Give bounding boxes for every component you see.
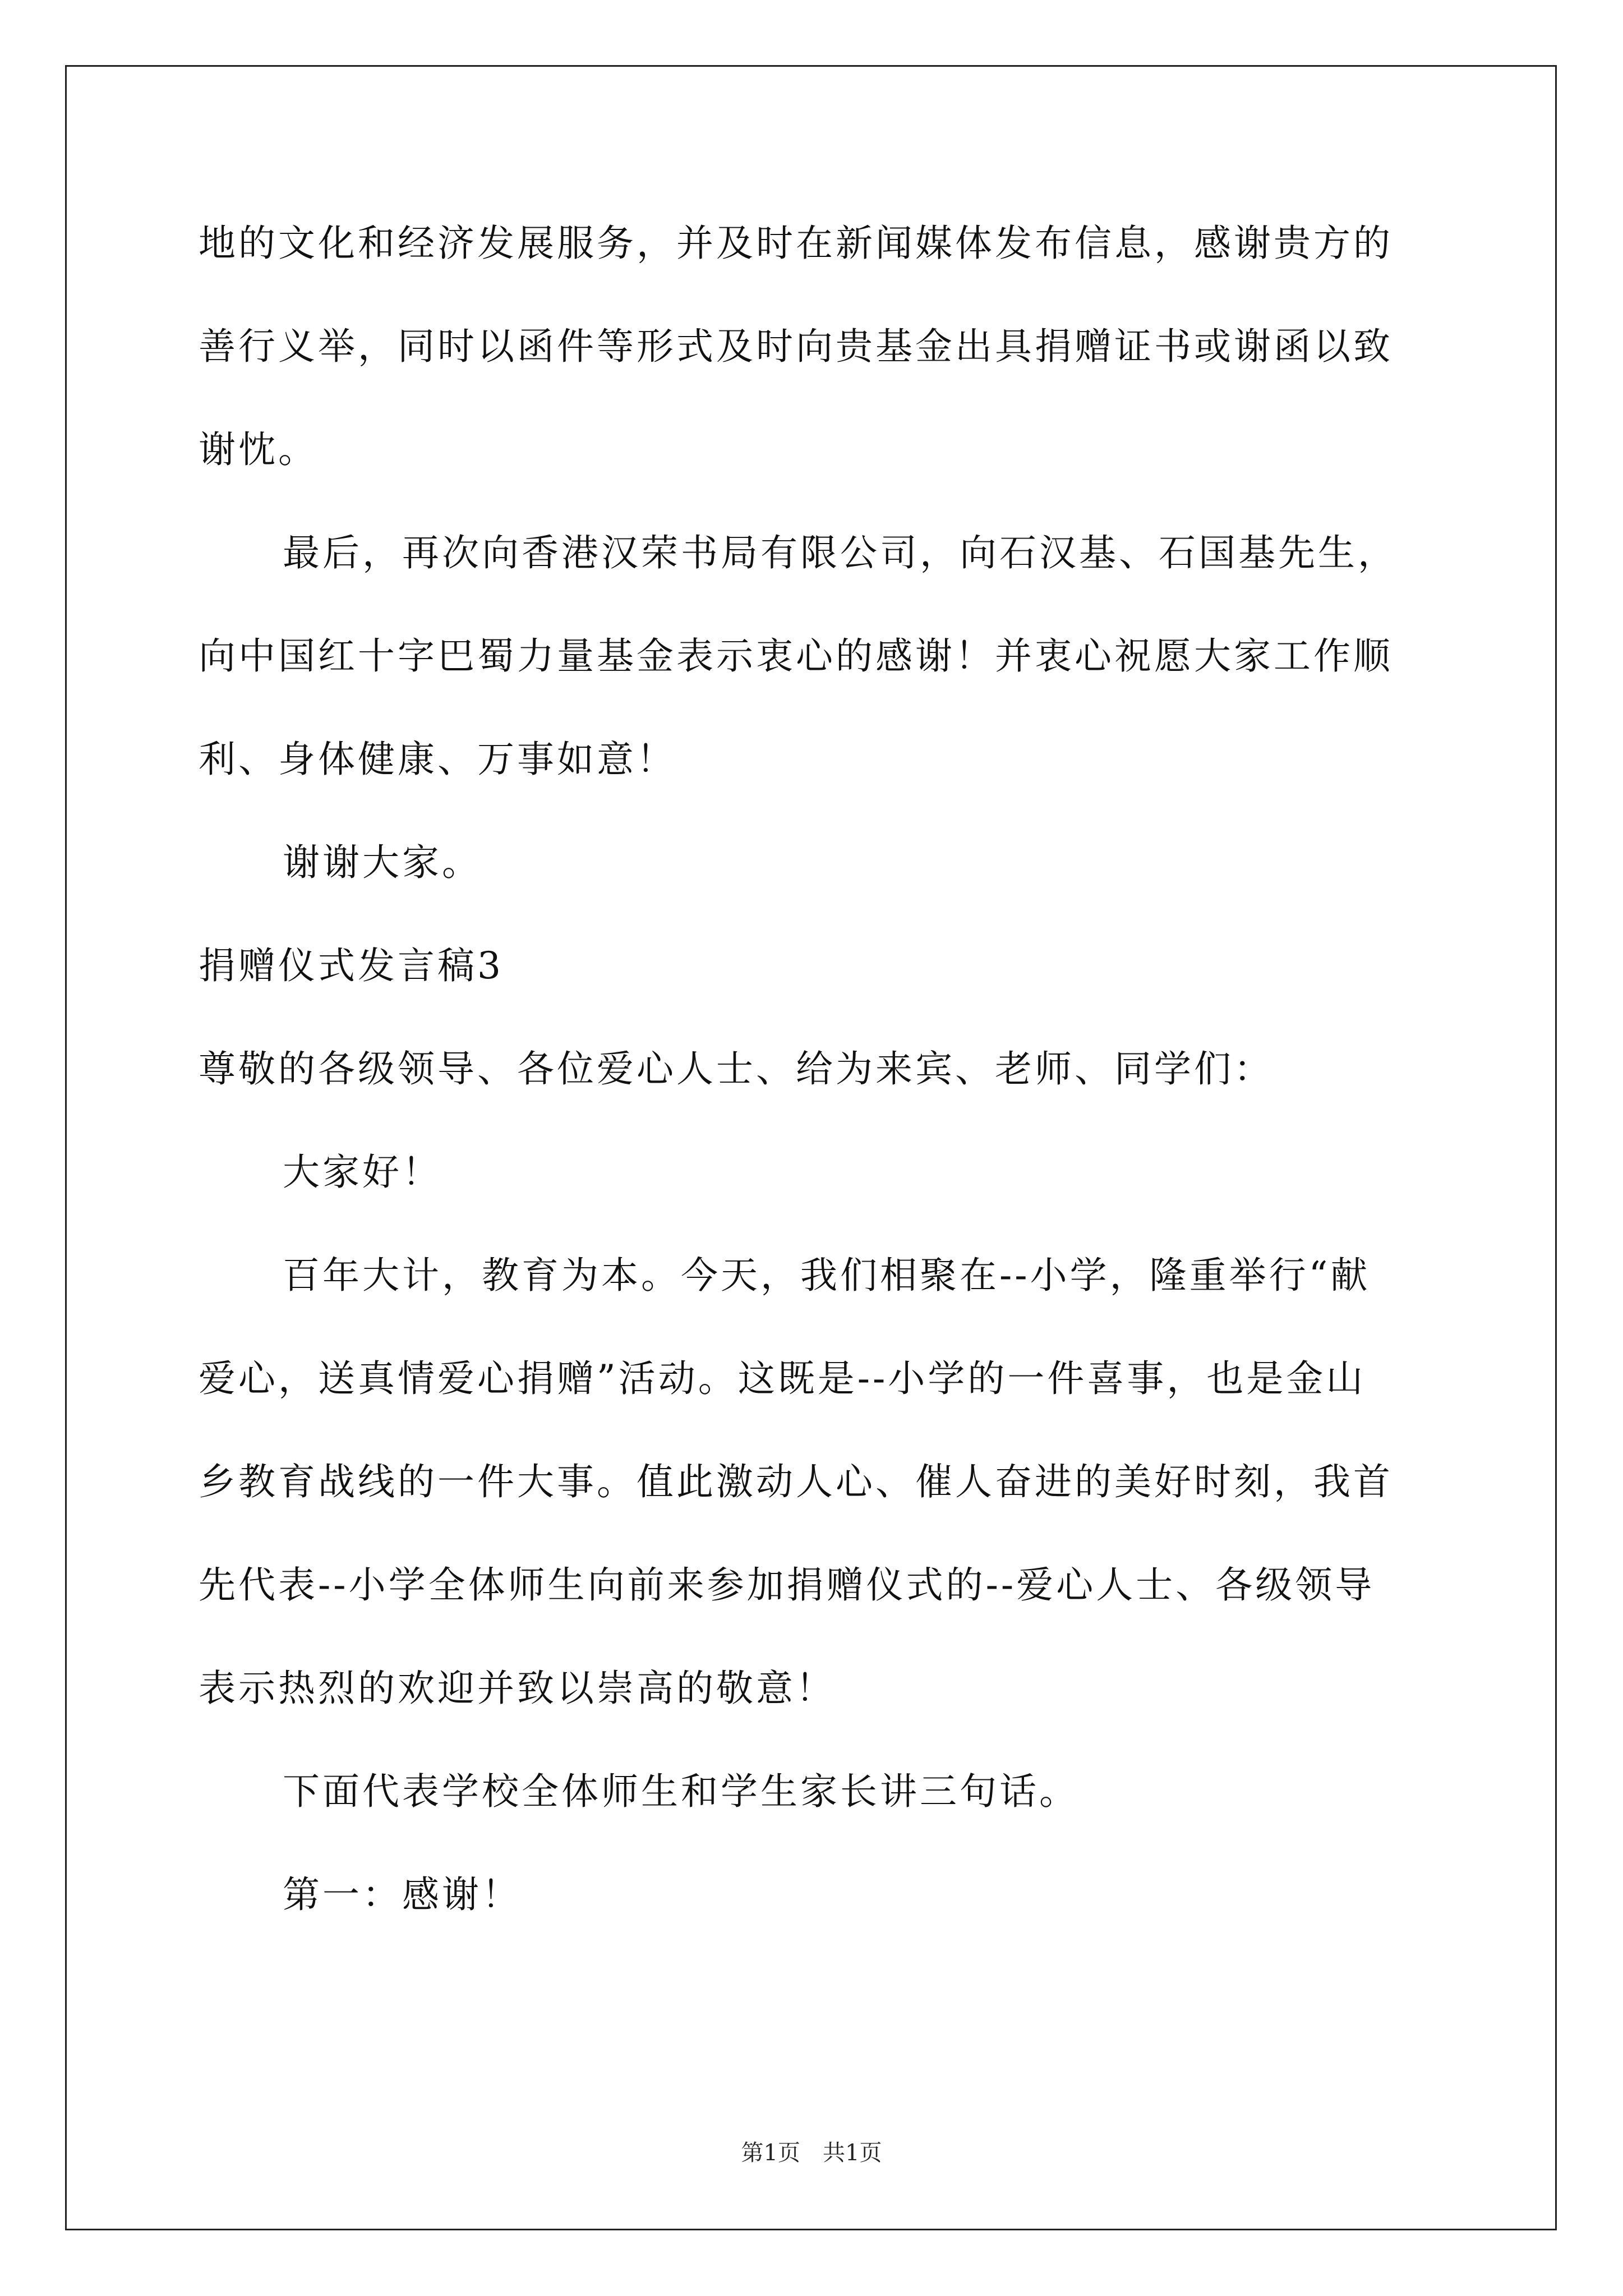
text-line: 善行义举，同时以函件等形式及时向贵基金出具捐赠证书或谢函以致 xyxy=(199,325,1393,368)
line-gap xyxy=(199,1820,1432,1867)
text-line: 乡教育战线的一件大事。值此激动人心、催人奋进的美好时刻，我首 xyxy=(199,1460,1393,1503)
text-line: 爱心，送真情爱心捐赠”活动。这既是--小学的一件喜事，也是金山 xyxy=(199,1357,1366,1400)
text-line: 最后，再次向香港汉荣书局有限公司，向石汉基、石国基先生， xyxy=(283,531,1398,574)
line-gap xyxy=(199,788,1432,835)
document-body xyxy=(199,215,1432,1923)
line-gap xyxy=(199,1717,1432,1764)
line-gap xyxy=(199,684,1432,731)
line-gap xyxy=(199,994,1432,1041)
text-line: 表示热烈的欢迎并致以崇高的敬意！ xyxy=(199,1667,836,1710)
text-line: 向中国红十字巴蜀力量基金表示衷心的感谢！并衷心祝愿大家工作顺 xyxy=(199,634,1393,678)
line-gap xyxy=(199,1613,1432,1660)
text-line: 下面代表学校全体师生和学生家长讲三句话。 xyxy=(283,1770,1079,1813)
text-line: 第一：感谢！ xyxy=(283,1873,522,1916)
text-line: 大家好！ xyxy=(283,1151,442,1194)
text-line: 谢谢大家。 xyxy=(283,841,482,884)
text-line: 尊敬的各级领导、各位爱心人士、给为来宾、老师、同学们： xyxy=(199,1047,1274,1091)
text-line: 利、身体健康、万事如意！ xyxy=(199,738,676,781)
line-gap xyxy=(199,478,1432,525)
text-line: 地的文化和经济发展服务，并及时在新闻媒体发布信息，感谢贵方的 xyxy=(199,222,1393,265)
line-gap xyxy=(199,1097,1432,1144)
text-line: 先代表--小学全体师生向前来参加捐赠仪式的--爱心人士、各级领导 xyxy=(199,1563,1375,1607)
line-gap xyxy=(199,1510,1432,1557)
line-gap xyxy=(199,1200,1432,1248)
text-line: 捐赠仪式发言稿3 xyxy=(199,944,504,987)
line-gap xyxy=(199,1304,1432,1351)
line-gap xyxy=(199,272,1432,319)
line-gap xyxy=(199,891,1432,938)
line-gap xyxy=(199,1407,1432,1454)
text-line: 谢忱。 xyxy=(199,428,318,471)
page-footer: 第1页 共1页 xyxy=(741,2140,882,2166)
line-gap xyxy=(199,581,1432,628)
text-line: 百年大计，教育为本。今天，我们相聚在--小学，隆重举行“献 xyxy=(283,1254,1371,1297)
line-gap xyxy=(199,375,1432,422)
